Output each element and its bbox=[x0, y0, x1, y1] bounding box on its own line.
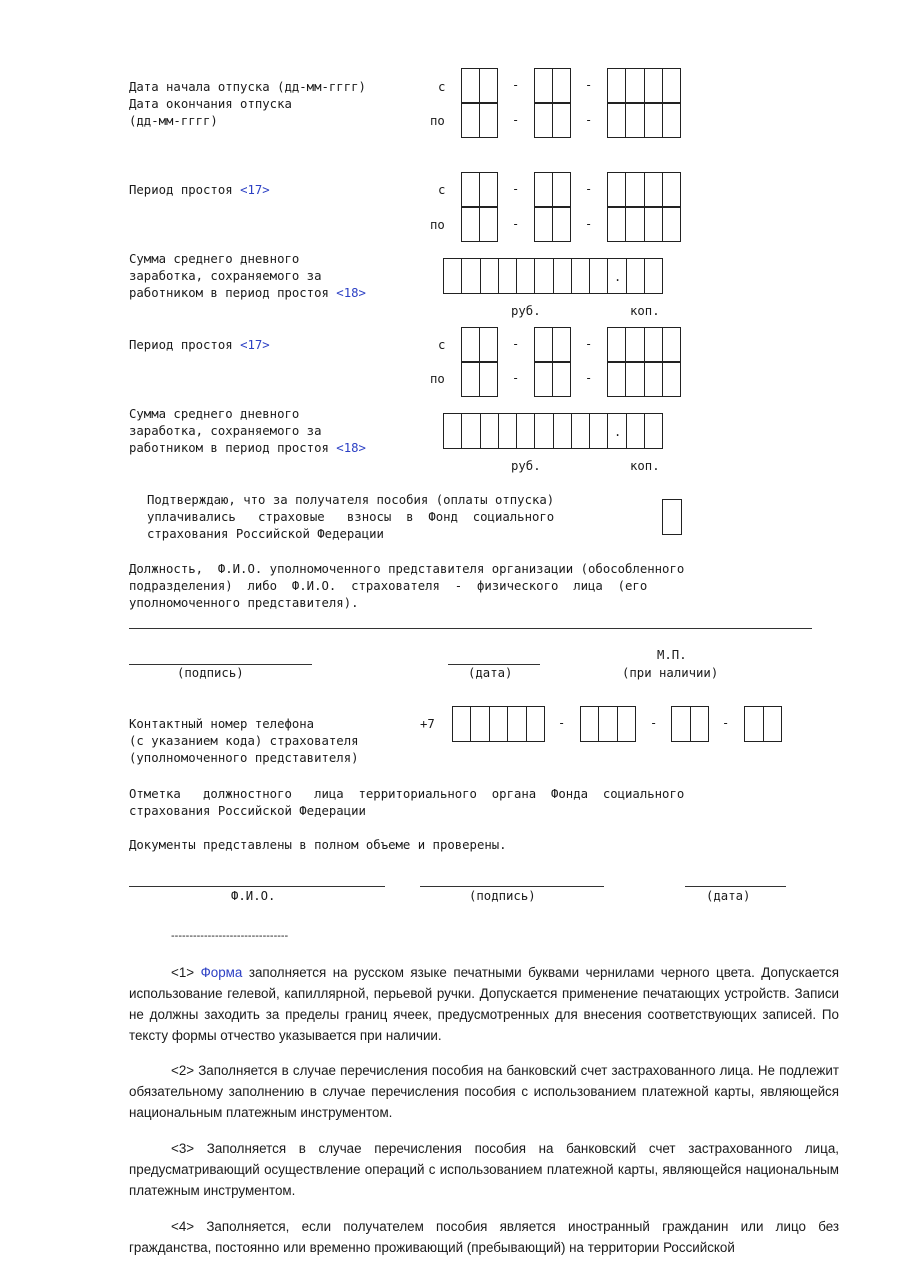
downtime-2-from-month-cells[interactable] bbox=[534, 327, 571, 362]
dash: - bbox=[512, 182, 520, 196]
signature-caption: (подпись) bbox=[177, 666, 244, 680]
vacation-end-format: (дд-мм-гггг) bbox=[129, 114, 218, 128]
fss-line1: Отметка должностного лица территориального органа Фонда социального bbox=[129, 787, 685, 801]
position-line2: подразделения) либо Ф.И.О. страхователя - физического лица (его bbox=[129, 579, 648, 593]
phone-part1-cells[interactable] bbox=[580, 706, 636, 742]
confirm-line1: Подтверждаю, что за получателя пособия (оплаты отпуска) bbox=[147, 493, 555, 507]
earnings-1-line3: работником в период простоя <18> bbox=[129, 286, 366, 300]
downtime-1-from-day-cells[interactable] bbox=[461, 172, 498, 207]
vacation-start-month-cells[interactable] bbox=[534, 68, 571, 103]
earnings-2-line3: работником в период простоя <18> bbox=[129, 441, 366, 455]
dash: - bbox=[512, 113, 520, 127]
phone-code-cells[interactable] bbox=[452, 706, 545, 742]
dash: - bbox=[512, 371, 520, 385]
footnote-ref-18[interactable]: <18> bbox=[336, 286, 366, 300]
dash: - bbox=[585, 371, 593, 385]
dash: - bbox=[512, 217, 520, 231]
downtime-1-label: Период простоя <17> bbox=[129, 183, 270, 197]
earnings-2-line1: Сумма среднего дневного bbox=[129, 407, 300, 421]
dash: - bbox=[722, 716, 730, 730]
dash: - bbox=[585, 78, 593, 92]
phone-line2: (с указанием кода) страхователя bbox=[129, 734, 359, 748]
downtime-2-label: Период простоя <17> bbox=[129, 338, 270, 352]
downtime-2-to: по bbox=[430, 372, 445, 386]
fss-fio-line[interactable] bbox=[129, 886, 385, 887]
downtime-2-to-year-cells[interactable] bbox=[607, 362, 681, 397]
phone-line3: (уполномоченного представителя) bbox=[129, 751, 359, 765]
vacation-from-label: с bbox=[438, 80, 446, 94]
confirm-line2: уплачивались страховые взносы в Фонд социального bbox=[147, 510, 555, 524]
earnings-2-kop: коп. bbox=[630, 459, 660, 473]
downtime-1-to-year-cells[interactable] bbox=[607, 207, 681, 242]
vacation-end-day-cells[interactable] bbox=[461, 103, 498, 138]
vacation-start-day-cells[interactable] bbox=[461, 68, 498, 103]
vacation-to-label: по bbox=[430, 114, 445, 128]
vacation-end-label: Дата окончания отпуска bbox=[129, 97, 292, 111]
footnote-ref-17[interactable]: <17> bbox=[240, 338, 270, 352]
phone-prefix: +7 bbox=[420, 717, 435, 731]
fss-signature-caption: (подпись) bbox=[469, 889, 536, 903]
earnings-1-rub: руб. bbox=[511, 304, 541, 318]
fss-line2: страхования Российской Федерации bbox=[129, 804, 366, 818]
dash: - bbox=[585, 337, 593, 351]
date-caption: (дата) bbox=[468, 666, 513, 680]
dash: - bbox=[585, 182, 593, 196]
confirm-checkbox[interactable] bbox=[662, 499, 682, 535]
downtime-2-from-year-cells[interactable] bbox=[607, 327, 681, 362]
footnote-separator: -------------------------------- bbox=[171, 930, 289, 942]
downtime-1-to-day-cells[interactable] bbox=[461, 207, 498, 242]
dash: - bbox=[558, 716, 566, 730]
downtime-1-from-year-cells[interactable] bbox=[607, 172, 681, 207]
downtime-2-to-day-cells[interactable] bbox=[461, 362, 498, 397]
footnote-1: <1> Форма заполняется на русском языке печатными буквами чернилами черного цвета. Допускается использование гелевой, капиллярной, перьевой ручки. Допускается применение печатающих устройств. Записи не должны заходить за пределы границ ячеек, предусмотренных для внесения соответствующих записей. По тексту формы отчество указывается при наличии. bbox=[129, 965, 839, 1043]
position-fill-line[interactable] bbox=[129, 628, 812, 629]
downtime-2-from: с bbox=[438, 338, 446, 352]
decimal-point: . bbox=[614, 270, 622, 284]
dash: - bbox=[512, 78, 520, 92]
stamp-note: (при наличии) bbox=[622, 666, 719, 680]
footnote-ref-17[interactable]: <17> bbox=[240, 183, 270, 197]
position-line3: уполномоченного представителя). bbox=[129, 596, 359, 610]
vacation-start-year-cells[interactable] bbox=[607, 68, 681, 103]
fss-date-line[interactable] bbox=[685, 886, 786, 887]
dash: - bbox=[650, 716, 658, 730]
earnings-1-line1: Сумма среднего дневного bbox=[129, 252, 300, 266]
vacation-start-label: Дата начала отпуска (дд-мм-гггг) bbox=[129, 80, 366, 94]
phone-part2-cells[interactable] bbox=[671, 706, 709, 742]
vacation-end-month-cells[interactable] bbox=[534, 103, 571, 138]
dash: - bbox=[512, 337, 520, 351]
phone-part3-cells[interactable] bbox=[744, 706, 782, 742]
dash: - bbox=[585, 217, 593, 231]
position-line1: Должность, Ф.И.О. уполномоченного представителя организации (обособленного bbox=[129, 562, 685, 576]
downtime-1-to-month-cells[interactable] bbox=[534, 207, 571, 242]
dash: - bbox=[585, 113, 593, 127]
earnings-2-line2: заработка, сохраняемого за bbox=[129, 424, 322, 438]
earnings-2-rub: руб. bbox=[511, 459, 541, 473]
downtime-2-to-month-cells[interactable] bbox=[534, 362, 571, 397]
stamp-label: М.П. bbox=[657, 648, 687, 662]
footnote-4: <4> Заполняется, если получателем пособия является иностранный гражданин или лицо без гражданства, постоянно или временно проживающий (пребывающий) на территории Российской bbox=[129, 1219, 839, 1255]
earnings-2-amount-cells[interactable] bbox=[443, 413, 663, 449]
fss-signature-line[interactable] bbox=[420, 886, 604, 887]
fss-date-caption: (дата) bbox=[706, 889, 751, 903]
downtime-1-from: с bbox=[438, 183, 446, 197]
form-link[interactable]: Форма bbox=[200, 965, 243, 980]
phone-line1: Контактный номер телефона bbox=[129, 717, 315, 731]
footnote-3: <3> Заполняется в случае перечисления пособия на банковский счет застрахованного лица, предусматривающий осуществление операций с использованием платежной карты, являющейся национальным платежным инструментом. bbox=[129, 1141, 839, 1198]
vacation-end-year-cells[interactable] bbox=[607, 103, 681, 138]
earnings-1-kop: коп. bbox=[630, 304, 660, 318]
fss-docs-statement: Документы представлены в полном объеме и проверены. bbox=[129, 838, 507, 852]
fss-fio-caption: Ф.И.О. bbox=[231, 889, 276, 903]
earnings-1-line2: заработка, сохраняемого за bbox=[129, 269, 322, 283]
confirm-line3: страхования Российской Федерации bbox=[147, 527, 384, 541]
footnote-ref-18[interactable]: <18> bbox=[336, 441, 366, 455]
downtime-1-from-month-cells[interactable] bbox=[534, 172, 571, 207]
earnings-1-amount-cells[interactable] bbox=[443, 258, 663, 294]
downtime-2-from-day-cells[interactable] bbox=[461, 327, 498, 362]
footnote-2: <2> Заполняется в случае перечисления пособия на банковский счет застрахованного лица. Не подлежит обязательному заполнению в случае перечисления пособия с использованием платежной карты, являющейся национальным платежным инструментом. bbox=[129, 1063, 839, 1120]
downtime-1-to: по bbox=[430, 218, 445, 232]
decimal-point: . bbox=[614, 425, 622, 439]
